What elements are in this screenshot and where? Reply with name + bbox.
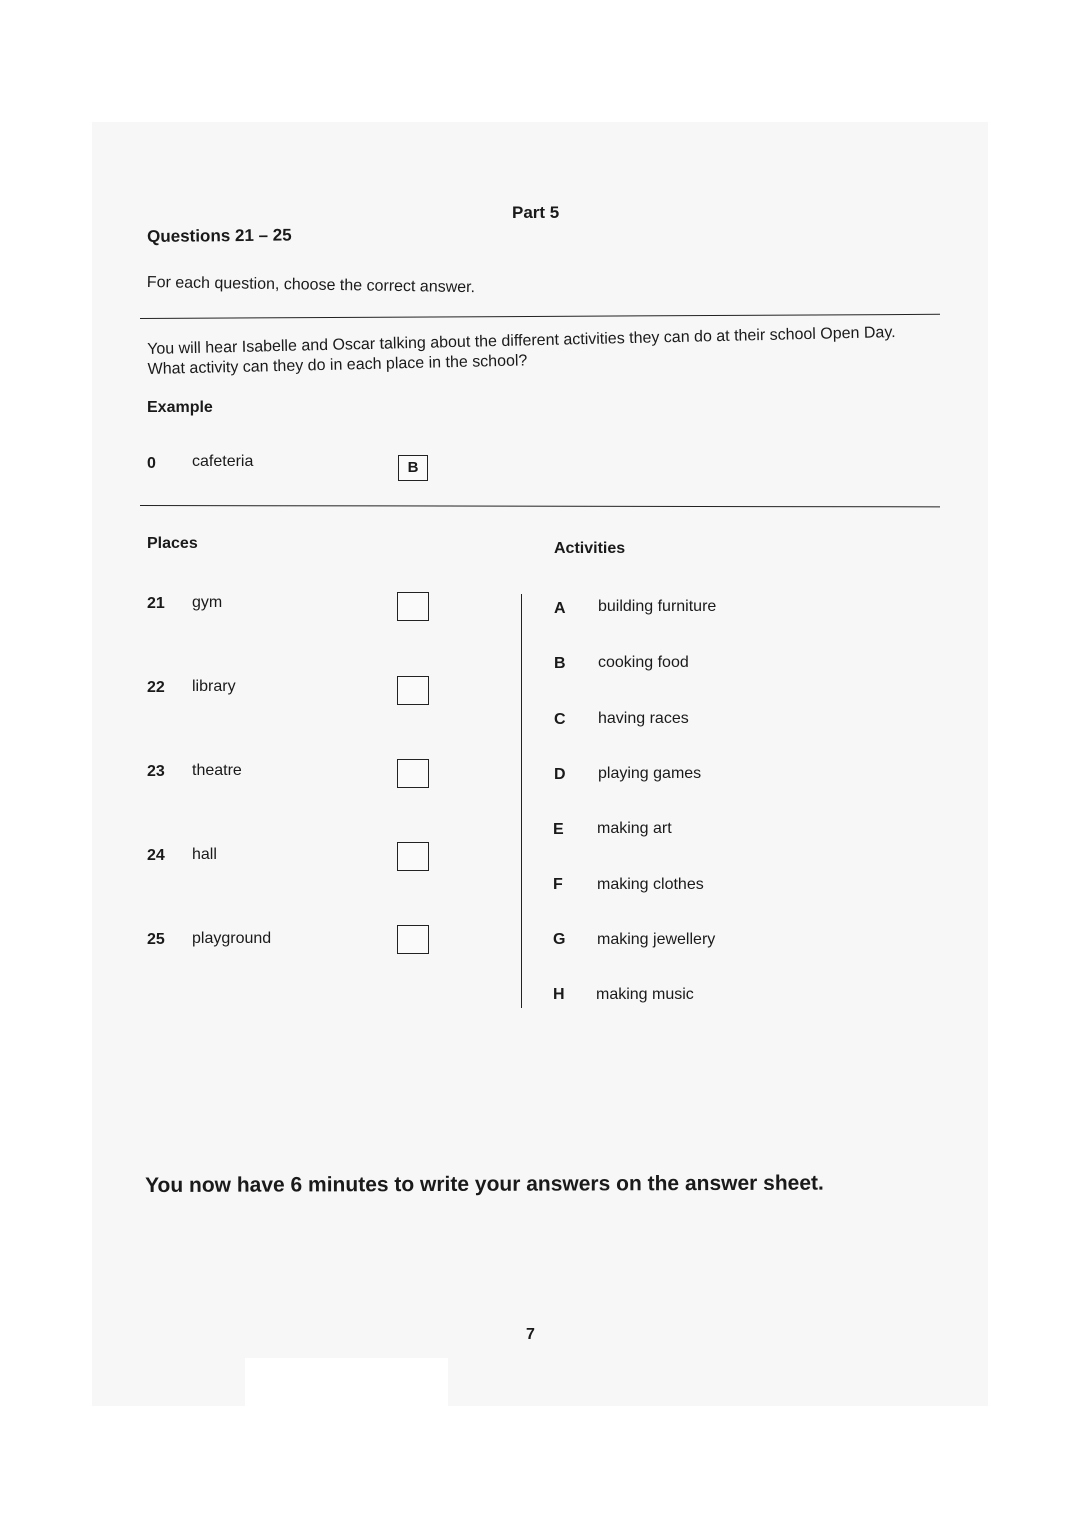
activity-text: cooking food: [598, 654, 689, 671]
answer-box-23[interactable]: [397, 759, 429, 788]
activity-letter: G: [553, 931, 566, 948]
activity-text: making art: [597, 820, 672, 837]
place-number: 23: [147, 763, 165, 780]
answer-box-25[interactable]: [397, 925, 429, 954]
example-answer-box: B: [398, 455, 428, 481]
activity-letter: F: [553, 876, 563, 893]
place-name: hall: [192, 846, 217, 863]
example-place: cafeteria: [192, 453, 254, 470]
activity-letter: E: [553, 821, 564, 838]
places-heading: Places: [147, 535, 198, 552]
part-title: Part 5: [512, 203, 560, 222]
activity-letter: D: [554, 766, 566, 783]
answer-box-21[interactable]: [397, 592, 429, 621]
activity-letter: H: [553, 986, 565, 1003]
place-number: 21: [147, 595, 165, 612]
place-name: library: [192, 678, 236, 695]
questions-range: Questions 21 – 25: [147, 225, 292, 246]
place-number: 22: [147, 679, 165, 696]
activity-text: making jewellery: [597, 931, 716, 948]
instruction-text: For each question, choose the correct answer.: [146, 274, 476, 297]
activity-text: having races: [598, 710, 689, 727]
activity-letter: B: [554, 655, 566, 672]
activity-text: making music: [596, 986, 694, 1003]
example-number: 0: [147, 455, 156, 472]
place-name: playground: [192, 930, 272, 947]
activity-text: building furniture: [598, 598, 717, 615]
activities-heading: Activities: [554, 540, 626, 557]
activity-letter: A: [554, 600, 566, 617]
task-prompt: You will hear Isabelle and Oscar talking about the different activities they can do at their school Open Day. What activity can they do in each place in the school?: [147, 324, 896, 378]
place-name: gym: [192, 594, 223, 611]
answer-box-24[interactable]: [397, 842, 429, 871]
example-label: Example: [147, 399, 213, 416]
place-number: 24: [147, 847, 165, 864]
answer-box-22[interactable]: [397, 676, 429, 705]
column-divider: [521, 594, 522, 1008]
activity-letter: C: [554, 711, 566, 728]
time-notice: You now have 6 minutes to write your answers on the answer sheet.: [145, 1171, 824, 1197]
place-number: 25: [147, 931, 165, 948]
page-number: 7: [526, 1326, 535, 1343]
activity-text: playing games: [598, 765, 702, 782]
activity-text: making clothes: [597, 876, 704, 893]
scan-gap: [245, 1358, 448, 1406]
place-name: theatre: [192, 762, 242, 779]
